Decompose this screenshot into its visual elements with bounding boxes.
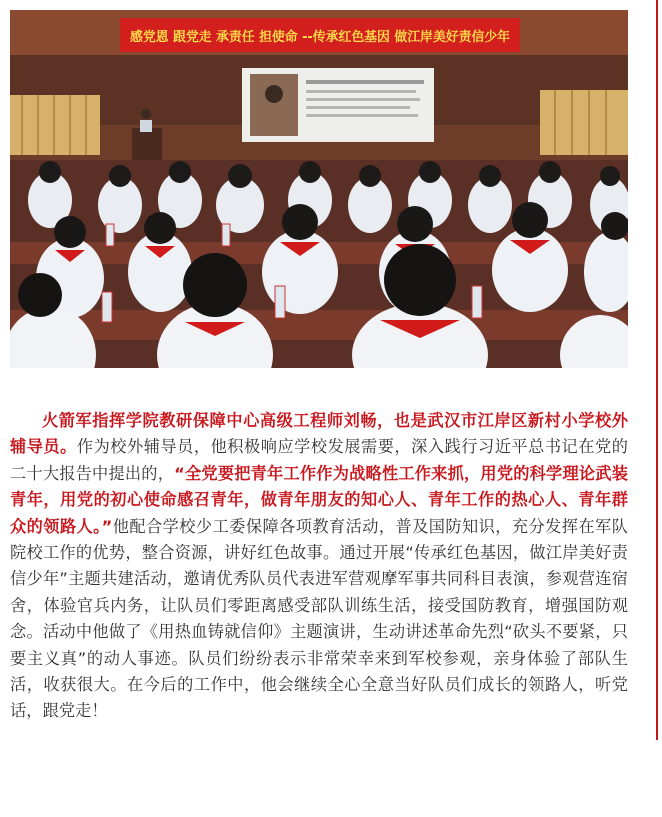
article-text-2: 他配合学校少工委保障各项教育活动，普及国防知识，充分发挥在军队院校工作的优势，整合资源，讲好红色故事。通过开展“传承红色基因，做江岸美好责信少年”主题共建活动，邀请优秀队员代表进军营观摩军事共同科目表演，参观营连宿舍，体验官兵内务，让队员们零距离感受部队训练生活，接受国防教育，增强国防观念。活动中他做了《用热血铸就信仰》主题演讲，生动讲述革命先烈“砍头不要紧，只要主义真”的动人事迹。队员们纷纷表示非常荣幸来到军校参观，亲身体验了部队生活，收获很大。在今后的工作中，他会继续全心全意当好队员们成长的领路人，听党话，跟党走！: [10, 516, 628, 721]
article-paragraph: [10, 408, 628, 725]
article-text-1: 作为校外辅导员，他积极响应学校发展需要，深入践行习近平总书记在党的二十大报告中提出的，: [10, 437, 628, 483]
right-accent-rule: [656, 0, 658, 740]
article-lead: 火箭军指挥学院教研保障中心高级工程师刘畅，也是武汉市江岸区新村小学校外辅导员。: [10, 411, 628, 457]
event-photo: [10, 10, 628, 368]
article-quote: “全党要把青年工作作为战略性工作来抓，用党的科学理论武装青年，用党的初心使命感召青年，做青年朋友的知心人、青年工作的热心人、青年群众的领路人。”: [10, 463, 628, 536]
article-body: [10, 408, 628, 725]
photo-banner-text: 感党恩 跟党走 承责任 担使命 --传承红色基因 做江岸美好责信少年: [130, 30, 515, 45]
